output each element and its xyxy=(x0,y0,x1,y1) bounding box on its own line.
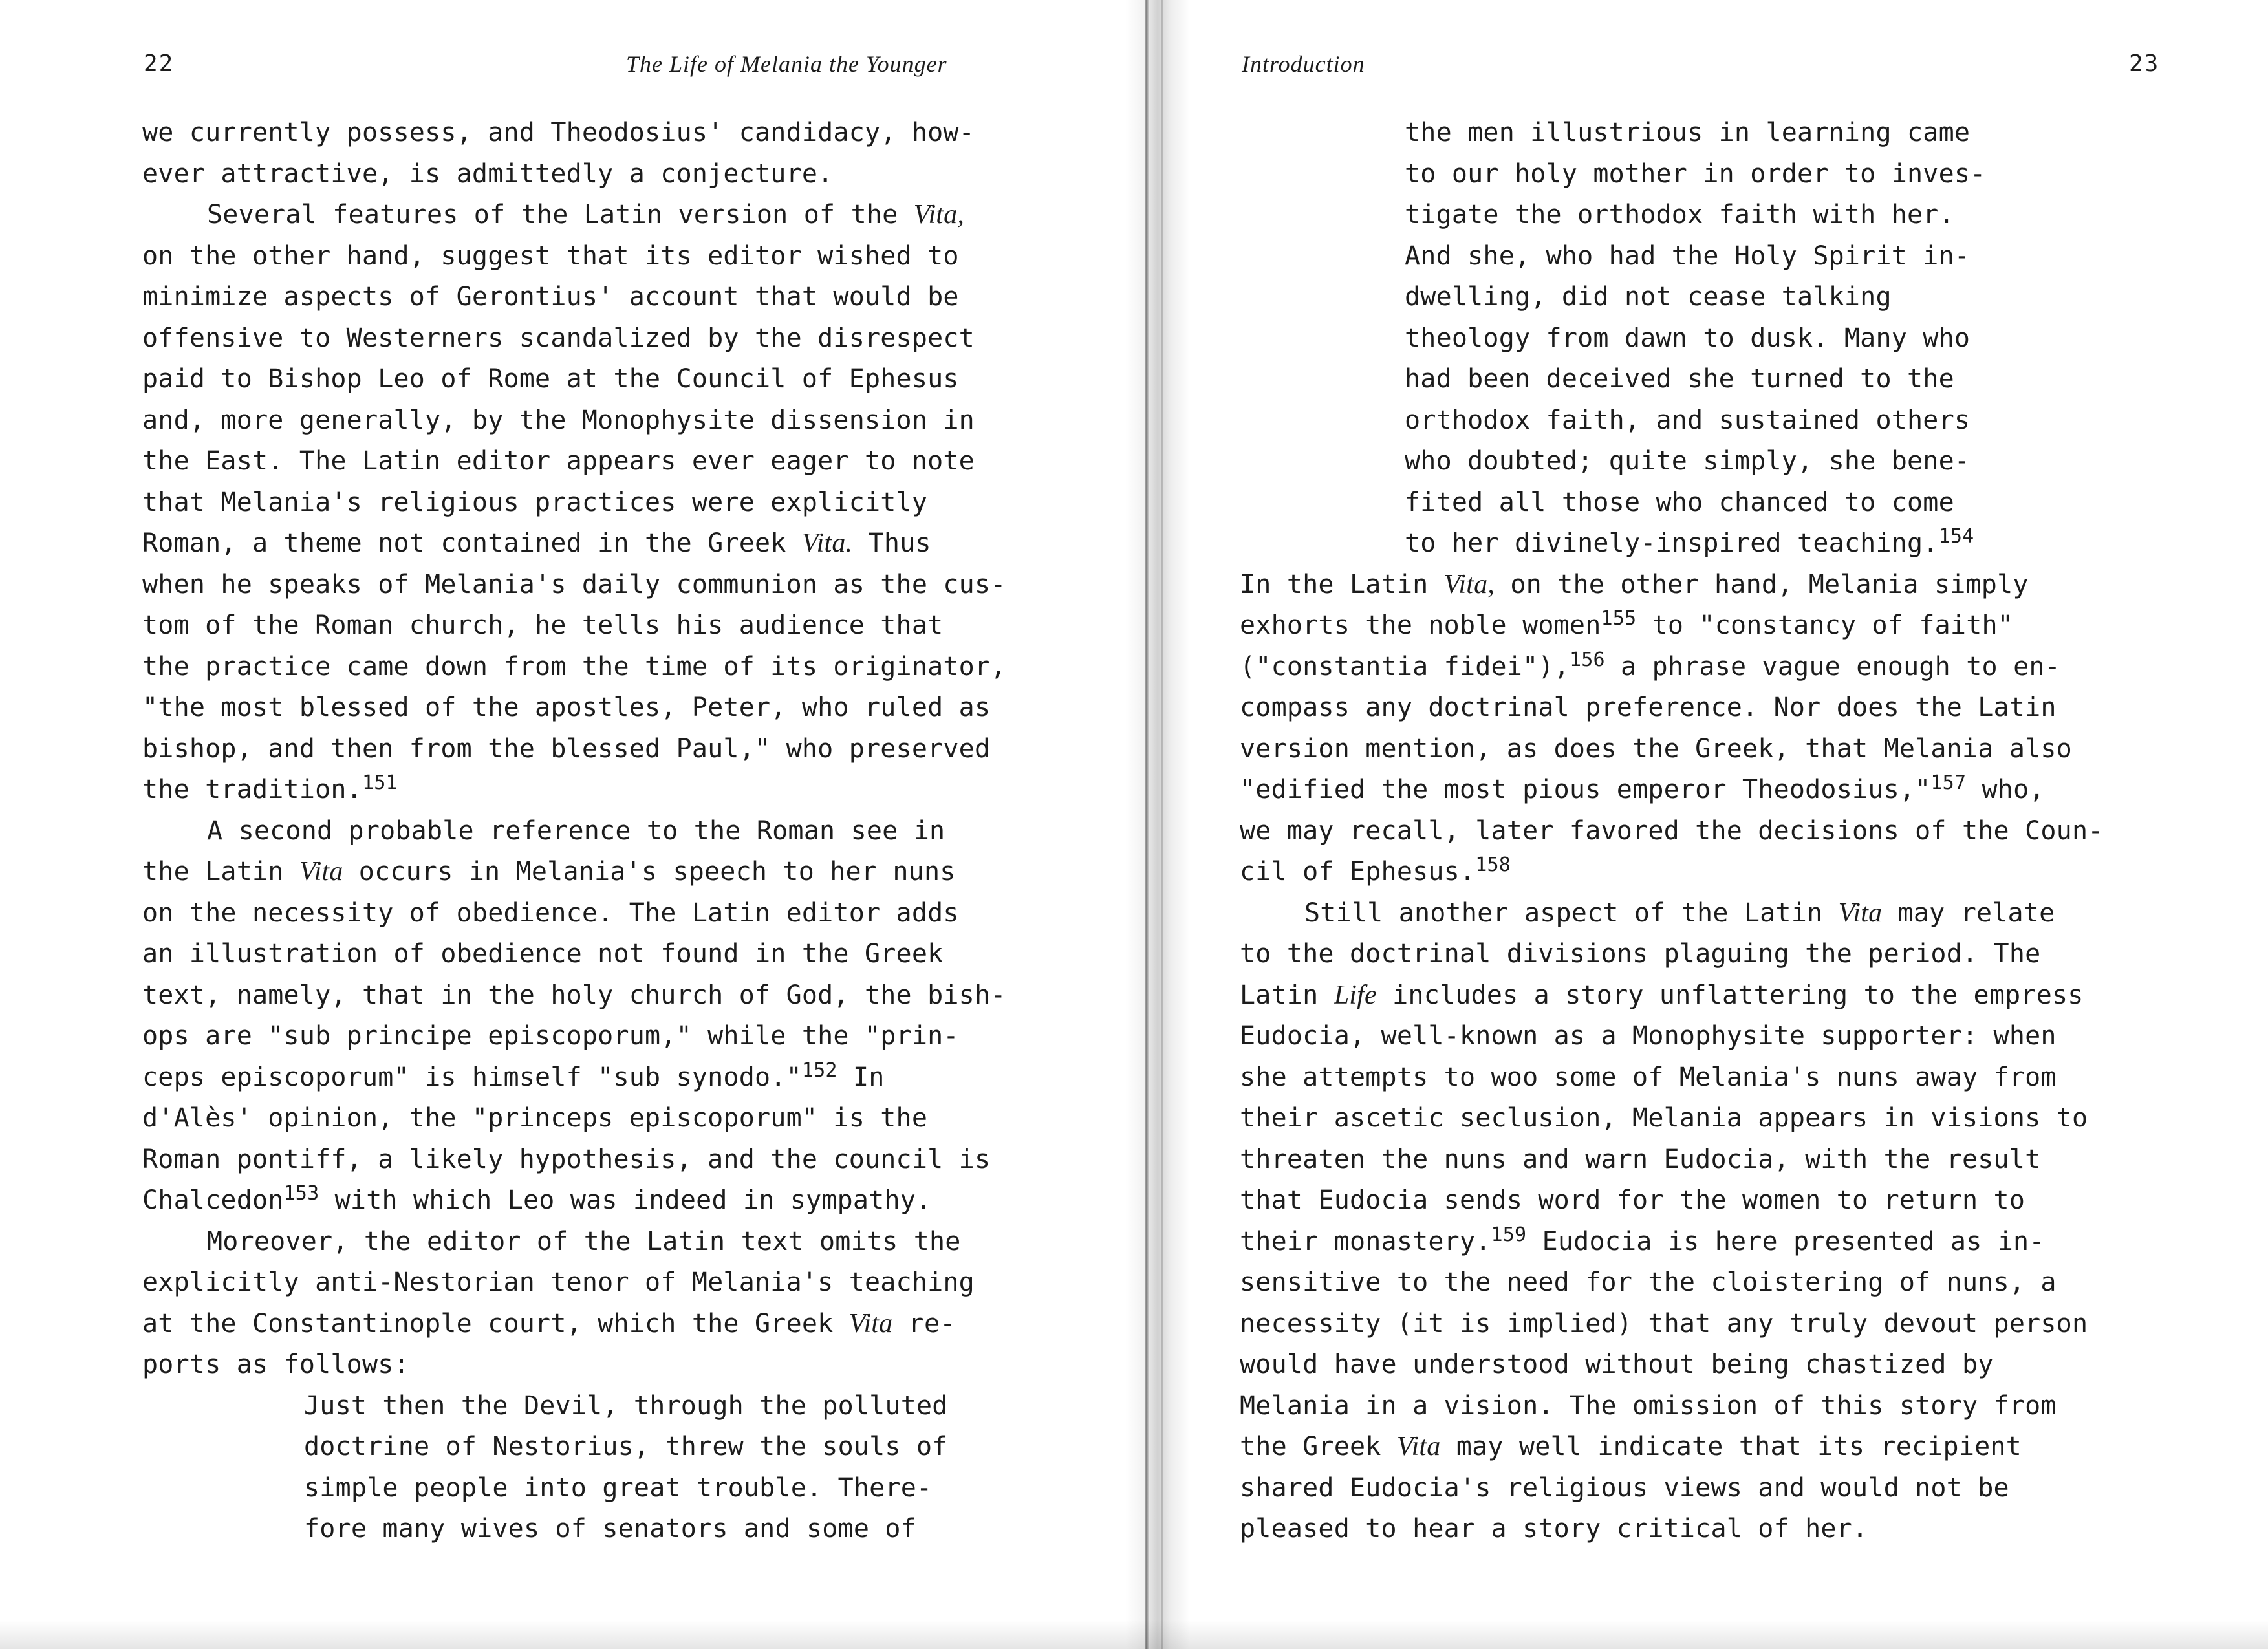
left-line: on the necessity of obedience. The Latin editor adds xyxy=(142,898,959,928)
right-block-quote-line: orthodox faith, and sustained others xyxy=(1405,405,1971,435)
left-line: an illustration of obedience not found in the Greek xyxy=(142,939,944,969)
right-line: "edified the most pious emperor Theodosius,"$^{157}$ who, xyxy=(1240,771,2045,804)
right-line: their ascetic seclusion, Melania appears in visions to xyxy=(1240,1103,2088,1133)
italic-title: Life xyxy=(1334,980,1377,1010)
right-line: we may recall, later favored the decisions of the Coun- xyxy=(1240,815,2104,846)
left-page-body xyxy=(142,113,1006,1550)
left-line: the Latin Vita occurs in Melania's speech to her nuns xyxy=(142,857,956,887)
italic-title: Vita. xyxy=(801,528,853,558)
left-line: "the most blessed of the apostles, Peter, who ruled as xyxy=(142,693,991,722)
binding-gutter-line xyxy=(1145,0,1149,1649)
right-line: version mention, as does the Greek, that Melania also xyxy=(1240,733,2072,764)
left-line: text, namely, that in the holy church of God, the bish- xyxy=(142,980,1006,1010)
left-line: the tradition.$^{151}$ xyxy=(142,771,398,804)
left-line: Moreover, the editor of the Latin text omits the xyxy=(207,1226,961,1256)
left-line: ceps episcoporum" is himself "sub synodo."$^{152}$ In xyxy=(142,1059,885,1092)
right-block-quote-line: to her divinely-inspired teaching.$^{154}$ xyxy=(1405,525,1974,558)
footnote-ref: 151 xyxy=(362,771,398,794)
right-line: ("constantia fidei"),$^{156}$ a phrase vague enough to en- xyxy=(1240,648,2060,682)
right-line: compass any doctrinal preference. Nor does the Latin xyxy=(1240,693,2057,722)
right-line: Melania in a vision. The omission of this story from xyxy=(1240,1390,2057,1421)
footnote-ref: 156 xyxy=(1569,648,1605,671)
left-line: Chalcedon$^{153}$ with which Leo was indeed in sympathy. xyxy=(142,1182,932,1215)
left-line: at the Constantinople court, which the Greek Vita re- xyxy=(142,1308,956,1339)
right-block-quote-line: to our holy mother in order to inves- xyxy=(1405,158,1986,189)
italic-title: Vita xyxy=(848,1308,893,1339)
right-block-quote-line: fited all those who chanced to come xyxy=(1405,487,1954,517)
footnote-ref: 158 xyxy=(1475,854,1511,876)
right-line: Latin Life includes a story unflattering to the empress xyxy=(1240,980,2084,1010)
right-line: exhorts the noble women$^{155}$ to "constancy of faith" xyxy=(1240,607,2014,640)
right-page-body xyxy=(1240,113,2104,1550)
right-line: shared Eudocia's religious views and would not be xyxy=(1240,1472,2009,1503)
right-line: that Eudocia sends word for the women to return to xyxy=(1240,1185,2025,1215)
right-line: sensitive to the need for the cloistering of nuns, a xyxy=(1240,1267,2057,1297)
right-block-quote-line: who doubted; quite simply, she bene- xyxy=(1405,446,1971,476)
right-line: the Greek Vita may well indicate that its recipient xyxy=(1240,1432,2022,1461)
left-block-quote-line: doctrine of Nestorius, threw the souls of xyxy=(304,1432,948,1461)
left-line: paid to Bishop Leo of Rome at the Council of Ephesus xyxy=(142,364,959,394)
left-line: ever attractive, is admittedly a conjecture. xyxy=(142,158,834,189)
right-block-quote-line: had been deceived she turned to the xyxy=(1405,364,1954,394)
italic-title: Vita xyxy=(299,857,343,887)
right-line: their monastery.$^{159}$ Eudocia is here presented as in- xyxy=(1240,1223,2045,1256)
right-block-quote-line: tigate the orthodox faith with her. xyxy=(1405,200,1954,230)
left-line: ports as follows: xyxy=(142,1350,409,1379)
right-line: necessity (it is implied) that any truly devout person xyxy=(1240,1308,2088,1339)
footnote-ref: 159 xyxy=(1491,1223,1527,1246)
left-line: and, more generally, by the Monophysite dissension in xyxy=(142,405,975,435)
binding-gutter-edge xyxy=(1161,0,1163,1649)
left-block-quote-line: simple people into great trouble. There- xyxy=(304,1472,933,1503)
left-line: Several features of the Latin version of the Vita, xyxy=(207,200,965,230)
right-block-quote-line: dwelling, did not cease talking xyxy=(1405,282,1892,312)
left-running-head: The Life of Melania the Younger xyxy=(626,51,947,77)
left-line: that Melania's religious practices were explicitly xyxy=(142,487,928,517)
left-line: ops are "sub principe episcoporum," while the "prin- xyxy=(142,1021,959,1051)
page-bottom-shadow xyxy=(0,1620,2268,1649)
binding-gutter-shadow xyxy=(1125,0,1190,1649)
left-line: d'Alès' opinion, the "princeps episcoporum" is the xyxy=(142,1103,928,1133)
right-block-quote-line: theology from dawn to dusk. Many who xyxy=(1405,323,1971,353)
right-line: threaten the nuns and warn Eudocia, with the result xyxy=(1240,1144,2041,1174)
left-line: offensive to Westerners scandalized by the disrespect xyxy=(142,323,975,353)
left-line: bishop, and then from the blessed Paul," who preserved xyxy=(142,733,991,764)
italic-title: Vita xyxy=(1396,1432,1441,1461)
footnote-ref: 152 xyxy=(801,1059,837,1082)
left-line: the practice came down from the time of its originator, xyxy=(142,651,1006,682)
left-line: on the other hand, suggest that its editor wished to xyxy=(142,241,959,271)
italic-title: Vita, xyxy=(913,200,965,230)
left-line: tom of the Roman church, he tells his audience that xyxy=(142,610,944,640)
italic-title: Vita, xyxy=(1443,569,1495,599)
left-line: Roman, a theme not contained in the Greek Vita. Thus xyxy=(142,528,931,558)
right-line: Still another aspect of the Latin Vita may relate xyxy=(1304,898,2055,928)
left-line: explicitly anti-Nestorian tenor of Melania's teaching xyxy=(142,1267,975,1297)
right-block-quote-line: And she, who had the Holy Spirit in- xyxy=(1405,241,1971,271)
left-block-quote-line: fore many wives of senators and some of xyxy=(304,1514,916,1544)
left-line: the East. The Latin editor appears ever eager to note xyxy=(142,446,975,476)
right-block-quote-line: the men illustrious in learning came xyxy=(1405,118,1971,147)
left-line: A second probable reference to the Roman see in xyxy=(207,815,945,846)
right-running-head: Introduction xyxy=(1242,51,1365,77)
right-line: pleased to hear a story critical of her. xyxy=(1240,1514,1868,1544)
left-line: when he speaks of Melania's daily communion as the cus- xyxy=(142,569,1006,599)
italic-title: Vita xyxy=(1838,898,1883,928)
footnote-ref: 155 xyxy=(1601,607,1637,630)
left-line: we currently possess, and Theodosius' candidacy, how- xyxy=(142,118,975,147)
left-line: Roman pontiff, a likely hypothesis, and the council is xyxy=(142,1144,991,1174)
right-line: would have understood without being chastized by xyxy=(1240,1350,1994,1379)
right-page-number: 23 xyxy=(2129,50,2160,77)
footnote-ref: 153 xyxy=(283,1182,319,1205)
right-line: In the Latin Vita, on the other hand, Melania simply xyxy=(1240,569,2029,599)
right-line: Eudocia, well-known as a Monophysite supporter: when xyxy=(1240,1021,2057,1051)
footnote-ref: 157 xyxy=(1930,771,1967,794)
right-line: cil of Ephesus.$^{158}$ xyxy=(1240,854,1511,887)
footnote-ref: 154 xyxy=(1938,525,1974,548)
left-line: minimize aspects of Gerontius' account that would be xyxy=(142,282,959,312)
right-line: to the doctrinal divisions plaguing the period. The xyxy=(1240,939,2041,969)
left-page-number: 22 xyxy=(144,50,175,77)
right-line: she attempts to woo some of Melania's nuns away from xyxy=(1240,1062,2057,1092)
left-block-quote-line: Just then the Devil, through the polluted xyxy=(304,1390,948,1421)
